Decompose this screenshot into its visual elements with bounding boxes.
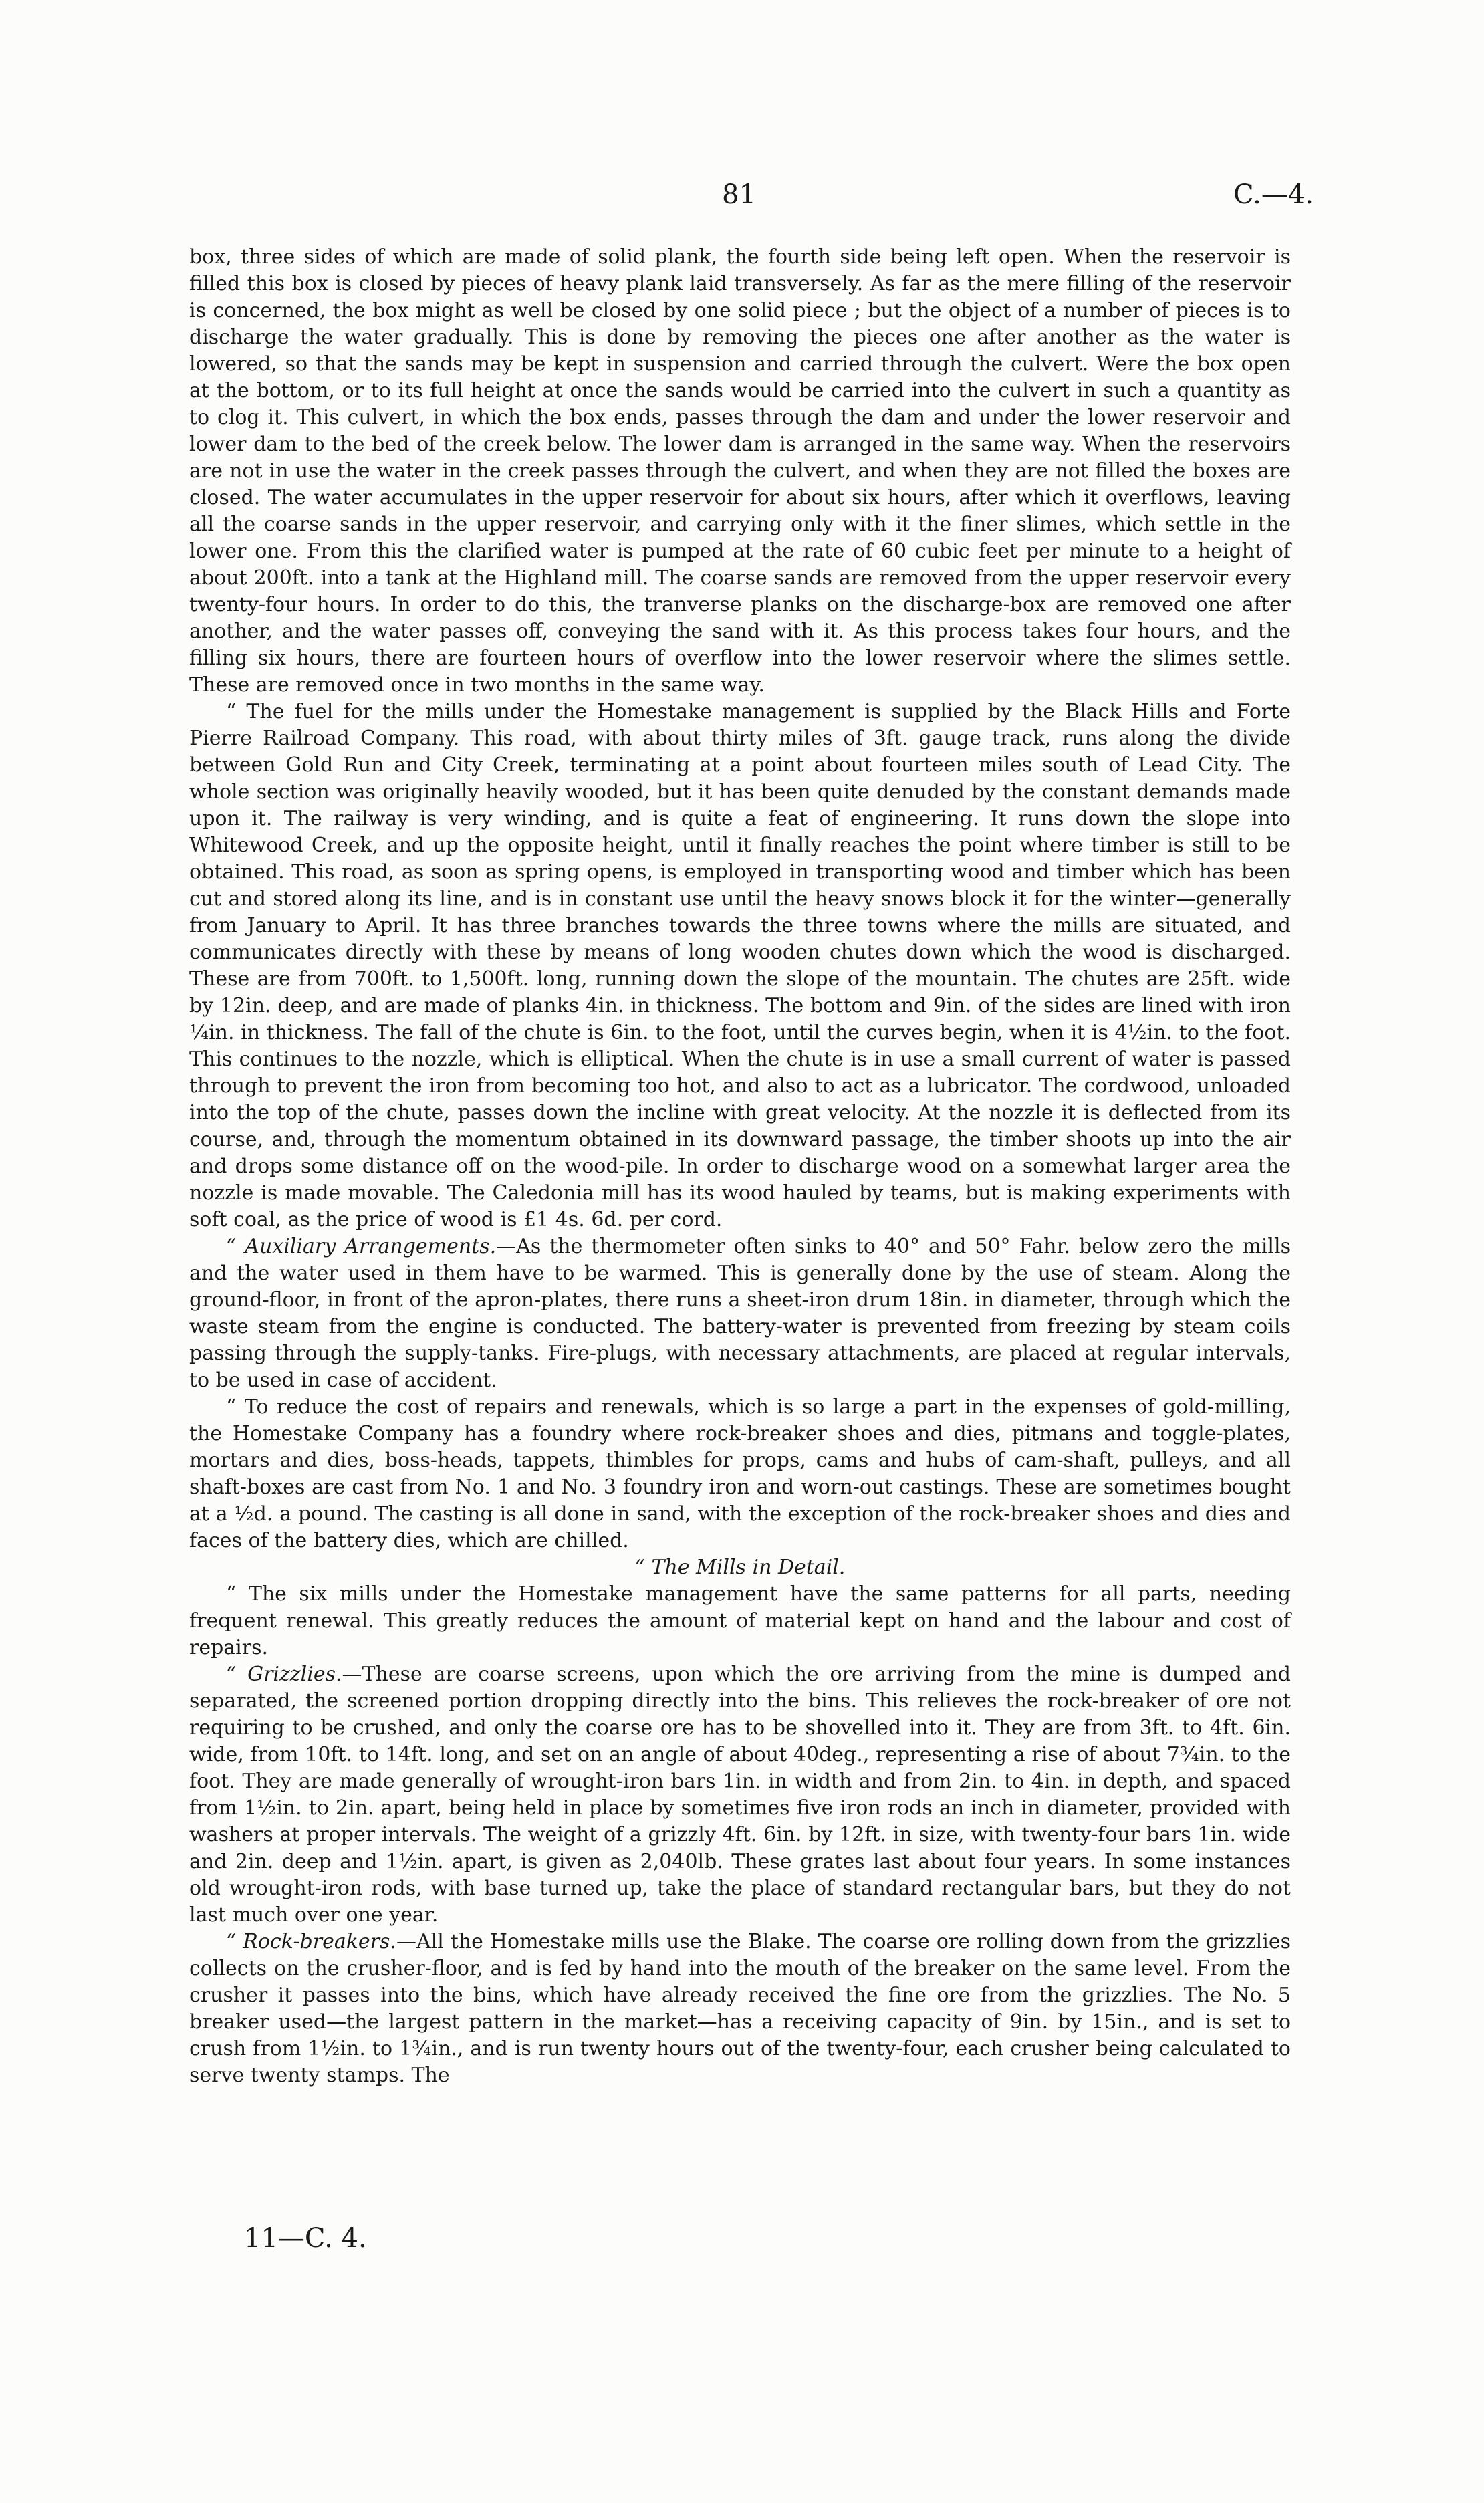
paragraph-mills: “ The six mills under the Homestake management have the same patterns for all parts, needing frequent renewal. This greatly reduces the amount of material kept on hand and the labour and cost of repairs.: [189, 1582, 1291, 1659]
page-number: 81: [722, 179, 756, 210]
paragraph-lead: “ Rock-breakers.: [226, 1930, 396, 1953]
paragraph-lead: “ Grizzlies.: [226, 1663, 342, 1686]
paragraph-box: box, three sides of which are made of solid plank, the fourth side being left open. When the reservoir is filled this box is closed by pieces of heavy plank laid transversely. As far as the mere filling of the reservoir is concerned, the box might as well be closed by one solid piece ; but the object of a number of pieces is to discharge the water gradually. This is done by removing the pieces one after another as the water is lowered, so that the sands may be kept in suspension and carried through the culvert. Were the box open at the bottom, or to its full height at once the sands would be carried into the culvert in such a quantity as to clog it. This culvert, in which the box ends, passes through the dam and under the lower reservoir and lower dam to the bed of the creek below. The lower dam is arranged in the same way. When the reservoirs are not in use the water in the creek passes through the culvert, and when they are not filled the boxes are closed. The water accumulates in the upper reservoir for about six hours, after which it overflows, leaving all the coarse sands in the upper reservoir, and carrying only with it the finer slimes, which settle in the lower one. From this the clarified water is pumped at the rate of 60 cubic feet per minute to a height of about 200ft. into a tank at the Highland mill. The coarse sands are removed from the upper reservoir every twenty-four hours. In order to do this, the tranverse planks on the discharge-box are removed one after another, and the water passes off, conveying the sand with it. As this process takes four hours, and the filling six hours, there are fourteen hours of overflow into the lower reservoir where the slimes settle. These are removed once in two months in the same way.: [189, 245, 1291, 697]
paragraph-fuel: “ The fuel for the mills under the Homestake management is supplied by the Black Hills and Forte Pierre Railroad Company. This road, with about thirty miles of 3ft. gauge track, runs along the divide between Gold Run and City Creek, terminating at a point about fourteen miles south of Lead City. The whole section was originally heavily wooded, but it has been quite denuded by the constant demands made upon it. The railway is very winding, and is quite a feat of engineering. It runs down the slope into Whitewood Creek, and up the opposite height, until it finally reaches the point where timber is still to be obtained. This road, as soon as spring opens, is employed in transporting wood and timber which has been cut and stored along its line, and is in constant use until the heavy snows block it for the winter—generally from January to April. It has three branches towards the three towns where the mills are situated, and communicates directly with these by means of long wooden chutes down which the wood is discharged. These are from 700ft. to 1,500ft. long, running down the slope of the mountain. The chutes are 25ft. wide by 12in. deep, and are made of planks 4in. in thickness. The bottom and 9in. of the sides are lined with iron ¼in. in thickness. The fall of the chute is 6in. to the foot, until the curves begin, when it is 4½in. to the foot. This continues to the nozzle, which is elliptical. When the chute is in use a small current of water is passed through to prevent the iron from becoming too hot, and also to act as a lubricator. The cordwood, unloaded into the top of the chute, passes down the incline with great velocity. At the nozzle it is deflected from its course, and, through the momentum obtained in its downward passage, the timber shoots up into the air and drops some distance off on the wood-pile. In order to discharge wood on a somewhat larger area the nozzle is made movable. The Caledonia mill has its wood hauled by teams, but is making experiments with soft coal, as the price of wood is £1 4s. 6d. per cord.: [189, 700, 1291, 1231]
paragraph-foundry: “ To reduce the cost of repairs and renewals, which is so large a part in the expenses of gold-milling, the Homestake Company has a foundry where rock-breaker shoes and dies, pitmans and toggle-plates, mortars and dies, boss-heads, tappets, thimbles for props, cams and hubs of cam-shaft, pulleys, and all shaft-boxes are cast from No. 1 and No. 3 foundry iron and worn-out castings. These are sometimes bought at a ½d. a pound. The casting is all done in sand, with the exception of the rock-breaker shoes and dies and faces of the battery dies, which are chilled.: [189, 1395, 1291, 1552]
document-code: C.—4.: [1233, 179, 1314, 210]
page-header: [0, 179, 1484, 219]
paragraph-auxiliary: “ Auxiliary Arrangements.—As the thermometer often sinks to 40° and 50° Fahr. below zero the mills and the water used in them have to be warmed. This is generally done by the use of steam. Along the ground-floor, in front of the apron-plates, there runs a sheet-iron drum 18in. in diameter, through which the waste steam from the engine is conducted. The battery-water is prevented from freezing by steam coils passing through the supply-tanks. Fire-plugs, with necessary attachments, are placed at regular intervals, to be used in case of accident.: [189, 1235, 1291, 1392]
paragraph-grizzlies: “ Grizzlies.—These are coarse screens, upon which the ore arriving from the mine is dumped and separated, the screened portion dropping directly into the bins. This relieves the rock-breaker of ore not requiring to be crushed, and only the coarse ore has to be shovelled into it. They are from 3ft. to 4ft. 6in. wide, from 10ft. to 14ft. long, and set on an angle of about 40deg., representing a rise of about 7¾in. to the foot. They are made generally of wrought-iron bars 1in. in width and from 2in. to 4in. in depth, and spaced from 1½in. to 2in. apart, being held in place by sometimes five iron rods an inch in diameter, provided with washers at proper intervals. The weight of a grizzly 4ft. 6in. by 12ft. in size, with twenty-four bars 1in. wide and 2in. deep and 1½in. apart, is given as 2,040lb. These grates last about four years. In some instances old wrought-iron rods, with base turned up, take the place of standard rectangular bars, but they do not last much over one year.: [189, 1663, 1291, 1927]
body-text: [189, 244, 1291, 2089]
paragraph-rock-breakers: “ Rock-breakers.—All the Homestake mills use the Blake. The coarse ore rolling down from the grizzlies collects on the crusher-floor, and is fed by hand into the mouth of the breaker on the same level. From the crusher it passes into the bins, which have already received the fine ore from the grizzlies. The No. 5 breaker used—the largest pattern in the market—has a receiving capacity of 9in. by 15in., and is set to crush from 1½in. to 1¾in., and is run twenty hours out of the twenty-four, each crusher being calculated to serve twenty stamps. The: [189, 1930, 1291, 2087]
section-title: “ The Mills in Detail.: [634, 1556, 846, 1579]
footer-signature: 11—C. 4.: [244, 2223, 367, 2254]
paragraph-lead: “ Auxiliary Arrangements.: [226, 1235, 497, 1258]
